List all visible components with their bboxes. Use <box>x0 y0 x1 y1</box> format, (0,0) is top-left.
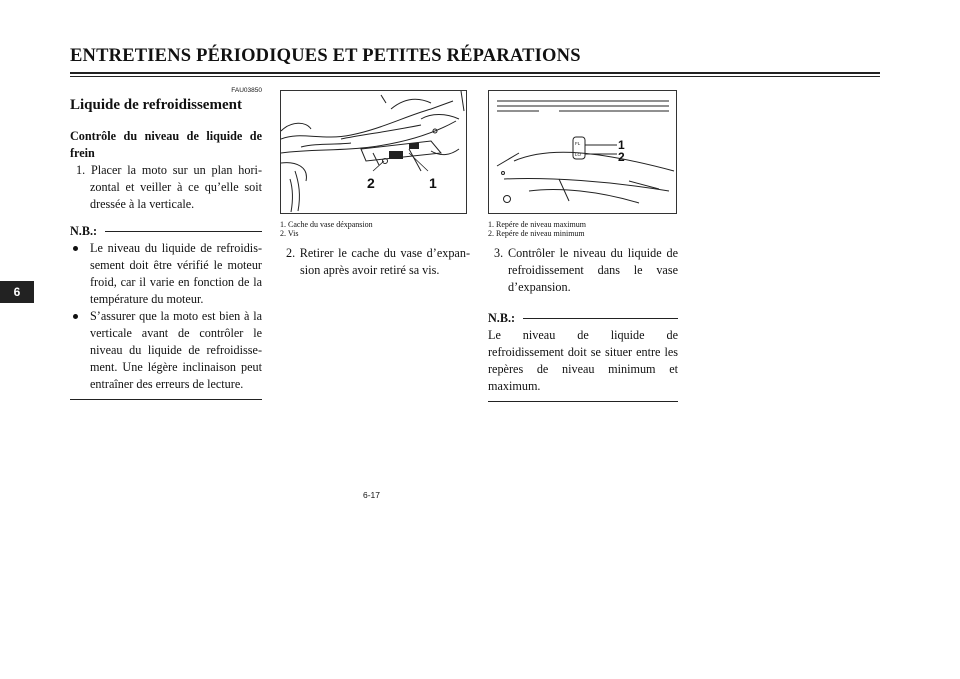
note-text: Le niveau de liquide de refroidissement doit se situer entre les repères de niveau minimum et maximum. <box>488 328 678 393</box>
note-bullet <box>70 240 262 308</box>
level-mark-low: LO <box>575 152 582 157</box>
note-heading <box>488 310 678 327</box>
bullet-dot <box>73 314 78 319</box>
figure-level-marks <box>488 90 677 214</box>
left-column <box>70 86 262 400</box>
header-rule-thin <box>70 76 880 77</box>
note-label: N.B.: <box>70 224 98 238</box>
callout-1: 1 <box>618 138 625 152</box>
note-label: N.B.: <box>488 311 516 325</box>
right-column <box>488 220 678 402</box>
note-bullet-text: S’assurer que la moto est bien à la verticale avant de contrôler le niveau du liquide de refroidissement. Une légère inclinaison peut entraîner des erreurs de lecture. <box>90 309 262 391</box>
note-end-rule <box>488 401 678 402</box>
figure1-caption-1: 1. Cache du vase déxpansion <box>280 220 373 229</box>
header-rule-thick <box>70 72 880 74</box>
callout-2: 2 <box>618 150 625 164</box>
middle-column <box>280 220 470 279</box>
callout-2: 2 <box>367 175 375 191</box>
note-rule <box>105 231 262 232</box>
figure2-caption-2: 2. Repére de niveau minimum <box>488 229 585 238</box>
motorcycle-side-illustration <box>281 91 466 213</box>
section-title: Liquide de refroidissement <box>70 97 242 113</box>
level-mark-full: FL <box>575 141 581 146</box>
bullet-dot <box>73 246 78 251</box>
page-number: 6-17 <box>363 490 381 500</box>
step-1: 1. Placer la moto sur un plan horizontal et veiller à ce qu’elle soit dressée à la verticale. <box>76 163 262 211</box>
step-2: 2. Retirer le cache du vase d’expansion après avoir retiré sa vis. <box>286 246 470 277</box>
section-subtitle: Contrôle du niveau de liquide de frein <box>70 129 262 160</box>
figure1-caption-2: 2. Vis <box>280 229 299 238</box>
figure2-caption-1: 1. Repére de niveau maximum <box>488 220 586 229</box>
note-bullet-text: Le niveau du liquide de refroidissement doit être vérifié le moteur froid, car il varie en fonction de la température du moteur. <box>90 241 262 306</box>
note-heading <box>70 223 262 240</box>
expansion-tank-illustration <box>489 91 676 213</box>
note-end-rule <box>70 399 262 400</box>
figure-expansion-tank-cover <box>280 90 467 214</box>
section-code: FAU03850 <box>231 87 262 94</box>
callout-1: 1 <box>429 175 437 191</box>
note-rule <box>523 318 678 319</box>
page-header-title: ENTRETIENS PÉRIODIQUES ET PETITES RÉPARATIONS <box>70 46 581 66</box>
step-3: 3. Contrôler le niveau du liquide de refroidissement dans le vase d’expansion. <box>494 246 678 294</box>
chapter-tab: 6 <box>0 281 34 303</box>
note-bullet <box>70 308 262 393</box>
